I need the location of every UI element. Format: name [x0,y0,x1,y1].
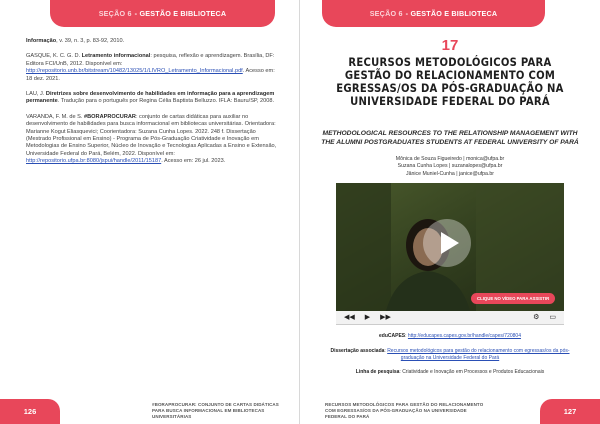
reference-item [26,114,281,166]
page-footer [0,399,300,424]
ref-bold: #BORAPROCURAR [84,113,136,120]
ref-link[interactable]: http://repositorio.unb.br/bitstream/10482/13025/1/LIVRO_Letramento_Informacional.pdf [26,68,243,75]
section-title: - GESTÃO E BIBLIOTECA [134,9,227,18]
page-number: 126 [0,399,60,424]
watch-video-button[interactable]: CLIQUE NO VÍDEO PARA ASSISTIR [471,293,555,304]
ref-access: . Acesso em: 26 jul. 2023. [161,158,226,165]
page-footer [300,399,600,424]
dissertation-label: Dissertação associada [330,348,385,354]
section-title: - GESTÃO E BIBLIOTECA [405,9,498,18]
play-button[interactable] [423,219,471,267]
reference-item [26,91,281,106]
reference-item [26,38,281,45]
chapter-title: RECURSOS METODOLÓGICOS PARA GESTÃO DO RELACIONAMENTO COM EGRESSAS/OS DA PÓS-GRADUAÇÃO NA UNIVERSIDADE FEDERAL DO PARÁ [336,55,564,108]
educapes-line: eduCAPES: http://educapes.capes.gov.br/handle/capes/720804 [379,333,521,339]
fullscreen-icon[interactable]: ▭ [549,314,556,321]
research-line-text: Criatividade e Inovação em Processos e Produtos Educacionais [402,369,545,375]
educapes-link[interactable]: http://educapes.capes.gov.br/handle/capes/720804 [407,333,521,339]
right-page [300,0,600,424]
ref-author: GASQUE, K. C. G. D. [26,53,82,60]
ref-text: . Tradução para o português por Regina Célia Baptista Belluzzo. IFLA: Bauru/SP, 2008. [57,98,275,105]
dissertation-line: Dissertação associada: Recursos metodológicos para gestão do relacionamento com egressas/os da pós-graduação na Universidade Federal do Pará [330,348,570,361]
author-line: Jânice Muniel-Cunha | janice@ufpa.br [406,170,494,177]
author-list [330,156,570,178]
ref-bold: Letramento informacional [81,53,151,60]
educapes-label: eduCAPES [379,333,406,339]
running-footer: #BORAPROCURAR: CONJUNTO DE CARTAS DIDÁTICAS PARA BUSCA INFORMACIONAL EM BIBLIOTECAS UNIVERSITÁRIAS [152,402,279,419]
section-number: SEÇÃO 6 [369,9,403,18]
play-icon [441,232,459,254]
reference-list [26,38,281,174]
play-icon[interactable]: ▶ [364,314,371,321]
settings-icon[interactable]: ⚙ [533,314,540,321]
chapter-subtitle: METHODOLOGICAL RESOURCES TO THE RELATIONSHIP MANAGEMENT WITH THE ALUMNI POSTGRADUATES STUDENTS AT FEDERAL UNIVERSITY OF PARÁ [321,130,579,146]
chapter-number: 17 [441,37,459,54]
ref-author: VARANDA, F. M. de S. [26,113,85,120]
ref-bold: Informação [26,38,57,44]
section-header [322,0,545,27]
page-number: 127 [540,399,600,424]
reference-item [26,53,281,83]
ref-text: : conjunto de cartas didáticas para auxiliar no desenvolvimento de habilidades para busca informacional em bibliotecas universitárias. Orientadora: Marianne Kogut Eliasquevici; Coorientadora: Suzana Cunha Lopes. 2022. 248 f. Dissertação (Mestrado Profissional em Ensino) - Programa de Pós-Graduação Criatividade e Inovação em Metodologias de Ensino Superior, Núcleo de Inovação e Tecnologias Aplicadas a Ensino e Extensão, Universidade Federal do Pará, Belém, 2022. Disponível em: [26,113,277,157]
ref-link[interactable]: http://repositorio.ufpa.br:8080/jspui/handle/2011/15187 [26,158,162,165]
research-line-label: Linha de pesquisa [355,369,400,375]
ref-access: . Acesso em: 18 dez. 2021. [26,68,275,82]
rewind-icon[interactable]: ◀◀ [344,314,355,321]
forward-icon[interactable]: ▶▶ [380,314,391,321]
research-line: Linha de pesquisa: Criatividade e Inovação em Processos e Produtos Educacionais [355,369,545,375]
ref-bold: Diretrizes sobre desenvolvimento de habilidades em informação para a aprendizagem permanente [26,91,275,105]
author-line: Suzana Cunha Lopes | suzanalopes@ufpa.br [397,163,503,170]
ref-text: , v. 39, n. 3, p. 83-92, 2010. [56,38,125,44]
running-footer: RECURSOS METODOLÓGICOS PARA GESTÃO DO RELACIONAMENTO COM EGRESSAS/OS DA PÓS-GRADUAÇÃO NA UNIVERSIDADE FEDERAL DO PARÁ [325,402,484,419]
section-number: SEÇÃO 6 [98,9,132,18]
section-header [50,0,275,27]
video-controls [336,311,564,325]
video-player[interactable] [336,183,564,311]
ref-author: LAU, J. [26,91,46,98]
dissertation-link[interactable]: Recursos metodológicos para gestão do relacionamento com egressas/os da pós-graduação na Universidade Federal do Pará [387,348,570,361]
author-line: Mônica de Souza Figueiredo | monica@ufpa.br [395,156,505,162]
ref-text: : pesquisa, reflexão e aprendizagem. Brasília, DF: Editora FCI/UnB, 2012. Disponível em: [26,53,275,67]
